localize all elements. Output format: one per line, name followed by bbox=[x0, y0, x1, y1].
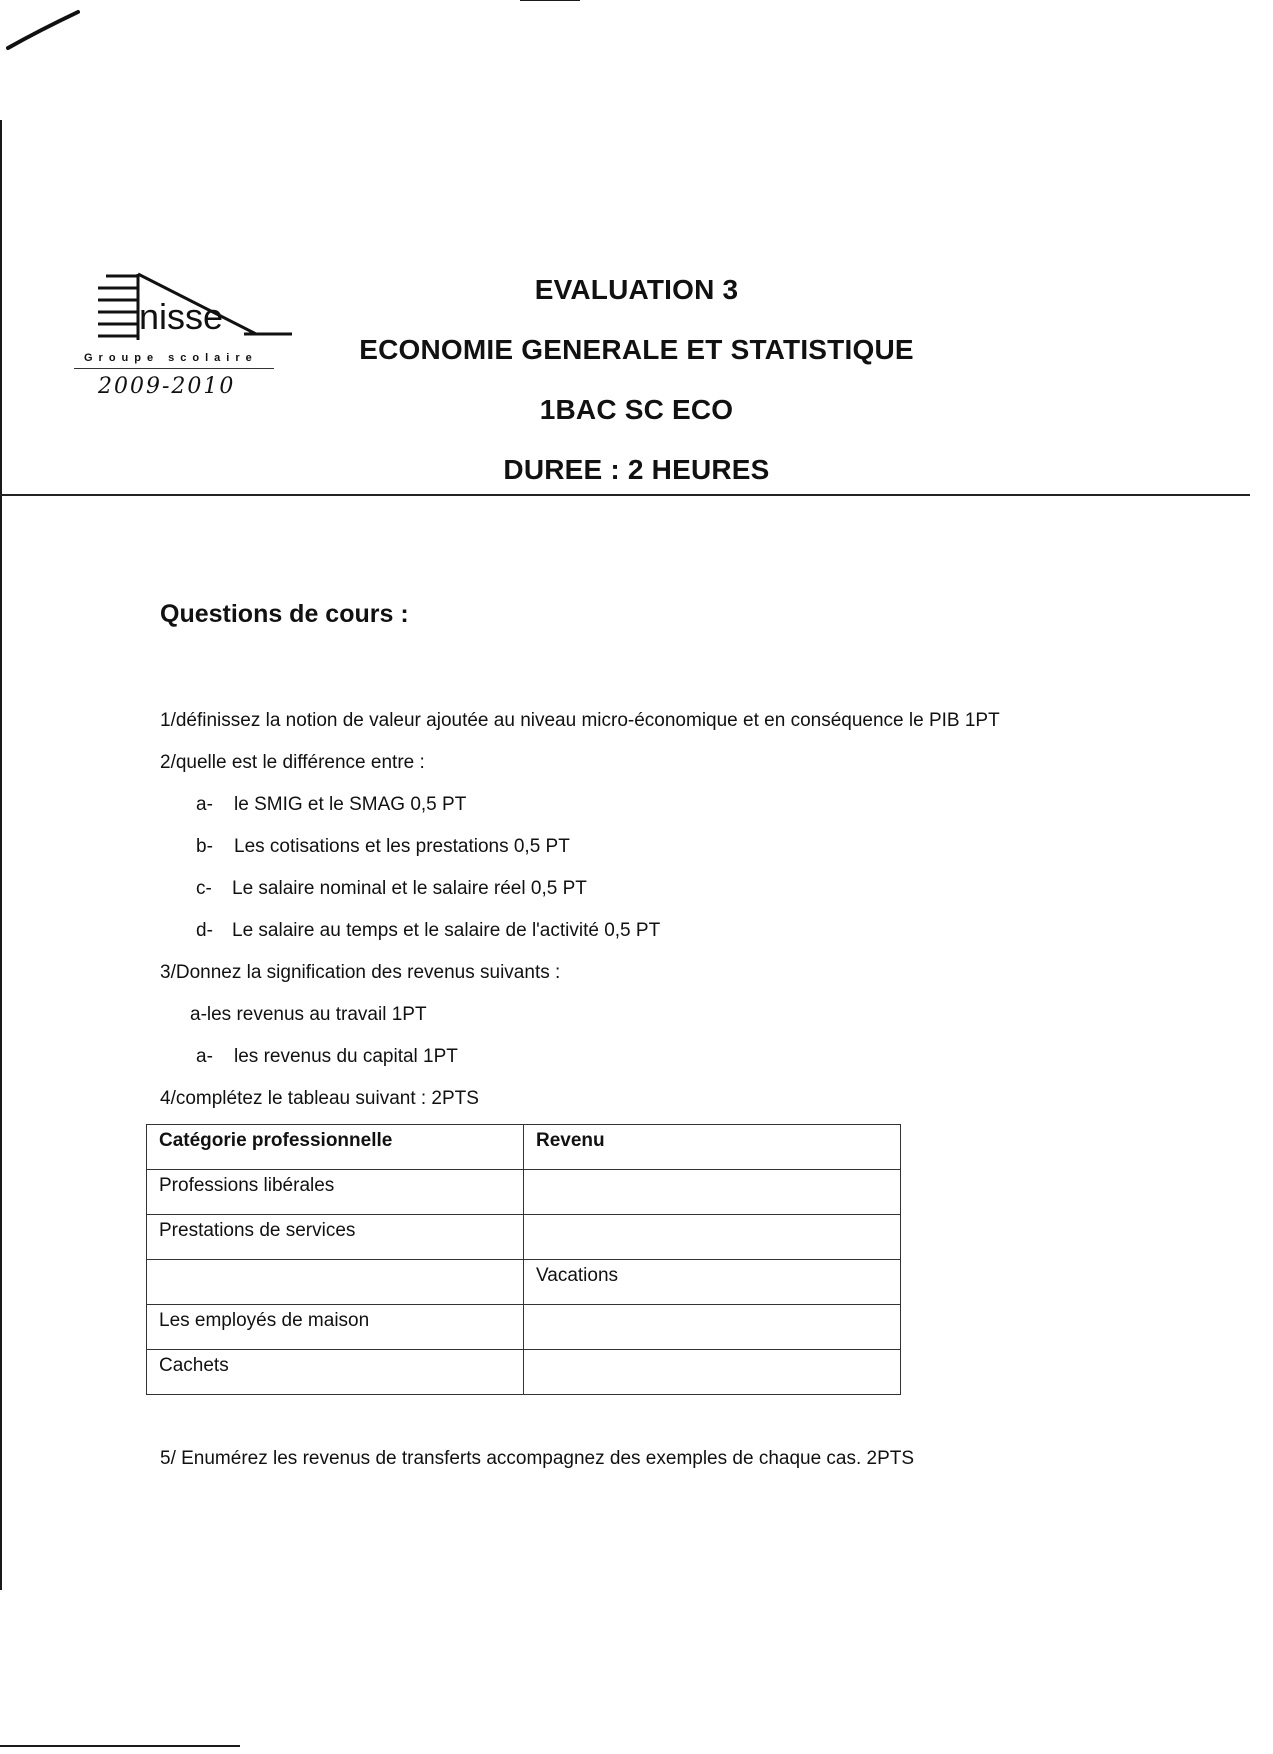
logo-subtitle: Groupe scolaire bbox=[84, 352, 258, 364]
income-table bbox=[146, 1124, 901, 1395]
title-subject: ECONOMIE GENERALE ET STATISTIQUE bbox=[359, 334, 914, 365]
section-title: Questions de cours : bbox=[160, 600, 409, 628]
q2-item-letter: a- bbox=[196, 794, 213, 815]
logo-underline bbox=[74, 368, 274, 369]
table-cell: Cachets bbox=[147, 1350, 524, 1395]
q2-item-letter: d- bbox=[196, 920, 213, 941]
q3-item-b: les revenus du capital 1PT bbox=[234, 1046, 458, 1067]
q2-item-text: Le salaire nominal et le salaire réel 0,5 PT bbox=[232, 878, 587, 899]
question-2: 2/quelle est le différence entre : bbox=[160, 752, 425, 773]
q3-item-a: a-les revenus au travail 1PT bbox=[190, 1004, 427, 1025]
table-header-row bbox=[147, 1125, 901, 1170]
table-row bbox=[147, 1170, 901, 1215]
table-cell bbox=[147, 1260, 524, 1305]
question-5: 5/ Enumérez les revenus de transferts accompagnez des exemples de chaque cas. 2PTS bbox=[160, 1448, 915, 1469]
bottom-edge-shadow bbox=[0, 1745, 240, 1747]
table-cell: Vacations bbox=[524, 1260, 901, 1305]
table-header-revenue: Revenu bbox=[524, 1125, 901, 1170]
table-row bbox=[147, 1305, 901, 1350]
table-row bbox=[147, 1350, 901, 1395]
q2-item-letter: c- bbox=[196, 878, 212, 899]
table-cell bbox=[524, 1350, 901, 1395]
table-cell: Professions libérales bbox=[147, 1170, 524, 1215]
table-row bbox=[147, 1215, 901, 1260]
handwritten-year: 2009-2010 bbox=[98, 374, 236, 399]
pen-stroke-mark bbox=[0, 0, 90, 60]
question-4: 4/complétez le tableau suivant : 2PTS bbox=[160, 1088, 479, 1109]
question-1: 1/définissez la notion de valeur ajoutée au niveau micro-économique et en conséquence le PIB 1PT bbox=[160, 710, 1000, 731]
q2-item-text: Le salaire au temps et le salaire de l'activité 0,5 PT bbox=[232, 920, 661, 941]
title-duration: DUREE : 2 HEURES bbox=[503, 454, 770, 485]
logo-brand: nisse bbox=[139, 296, 224, 337]
top-edge-mark bbox=[520, 0, 580, 1]
header-divider bbox=[0, 494, 1250, 496]
q2-item-letter: b- bbox=[196, 836, 213, 857]
question-3: 3/Donnez la signification des revenus suivants : bbox=[160, 962, 561, 983]
table-header-category: Catégorie professionnelle bbox=[147, 1125, 524, 1170]
table-cell bbox=[524, 1305, 901, 1350]
table-cell: Les employés de maison bbox=[147, 1305, 524, 1350]
table-cell bbox=[524, 1170, 901, 1215]
table-cell bbox=[524, 1215, 901, 1260]
q2-item-text: le SMIG et le SMAG 0,5 PT bbox=[234, 794, 467, 815]
q3-item-b-letter: a- bbox=[196, 1046, 213, 1067]
title-evaluation: EVALUATION 3 bbox=[534, 274, 739, 305]
title-class: 1BAC SC ECO bbox=[539, 394, 734, 425]
table-cell: Prestations de services bbox=[147, 1215, 524, 1260]
table-row bbox=[147, 1260, 901, 1305]
q2-item-text: Les cotisations et les prestations 0,5 PT bbox=[234, 836, 570, 857]
